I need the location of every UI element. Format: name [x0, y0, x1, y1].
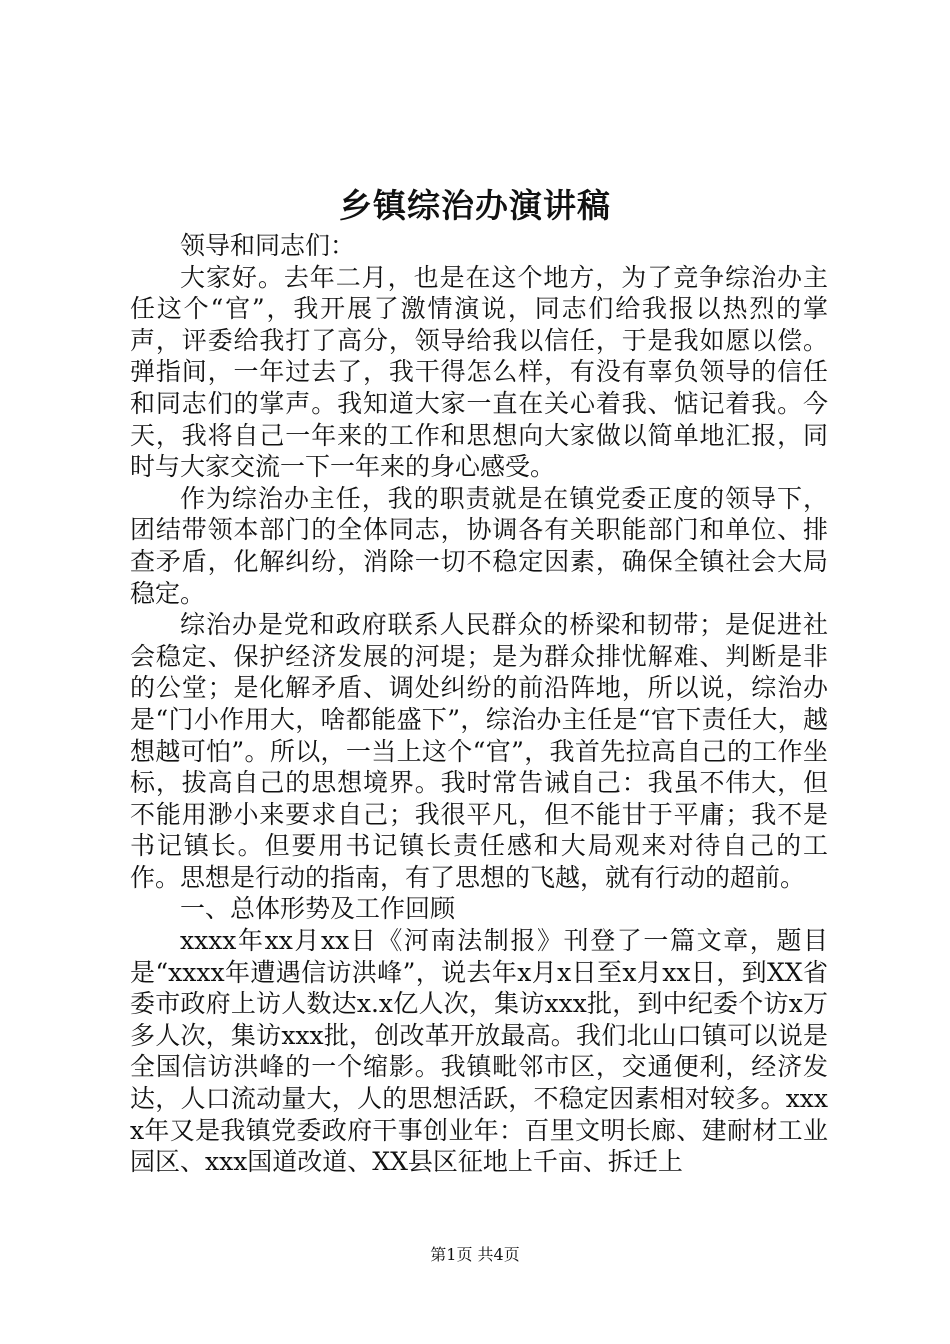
document-body — [130, 230, 828, 1178]
salutation-paragraph: 领导和同志们： — [180, 231, 356, 260]
body-paragraph: 大家好。去年二月，也是在这个地方，为了竞争综治办主任这个“官”，我开展了激情演说，同志们给我报以热烈的掌声，评委给我打了高分，领导给我以信任，于是我如愿以偿。弹指间，一年过去了，我干得怎么样，有没有辜负领导的信任和同志们的掌声。我知道大家一直在关心着我、惦记着我。今天，我将自己一年来的工作和思想向大家做以简单地汇报，同时与大家交流一下一年来的身心感受。 — [130, 262, 828, 482]
body-paragraph: 综治办是党和政府联系人民群众的桥梁和韧带；是促进社会稳定、保护经济发展的河堤；是为群众排忧解难、判断是非的公堂；是化解矛盾、调处纠纷的前沿阵地，所以说，综治办是“门小作用大，啥都能盛下”，综治办主任是“官下责任大，越想越可怕”。所以，一当上这个“官”，我首先拉高自己的工作坐标，拔高自己的思想境界。我时常告诫自己：我虽不伟大，但不能用渺小来要求自己；我很平凡，但不能甘于平庸；我不是书记镇长。但要用书记镇长责任感和大局观来对待自己的工作。思想是行动的指南，有了思想的飞越，就有行动的超前。 — [130, 610, 828, 892]
section-heading: 一、总体形势及工作回顾 — [180, 894, 456, 924]
page-footer: 第1页 共4页 — [430, 1245, 520, 1264]
body-paragraph: 作为综治办主任，我的职责就是在镇党委正度的领导下，团结带领本部门的全体同志，协调各有关职能部门和单位、排查矛盾，化解纠纷，消除一切不稳定因素，确保全镇社会大局稳定。 — [130, 483, 828, 608]
document-title: 乡镇综治办演讲稿 — [339, 186, 611, 225]
body-paragraph: xxxx年xx月xx日《河南法制报》刊登了一篇文章，题目是“xxxx年遭遇信访洪峰”，说去年x月x日至x月xx日，到XX省委市政府上访人数达x.x亿人次，集访xxx批，到中纪委个访x万多人次，集访xxx批，创改革开放最高。我们北山口镇可以说是全国信访洪峰的一个缩影。我镇毗邻市区，交通便利，经济发达，人口流动量大，人的思想活跃，不稳定因素相对较多。xxxx年又是我镇党委政府干事创业年：百里文明长廊、建耐材工业园区、xxx国道改道、XX县区征地上千亩、拆迁上 — [130, 926, 828, 1177]
